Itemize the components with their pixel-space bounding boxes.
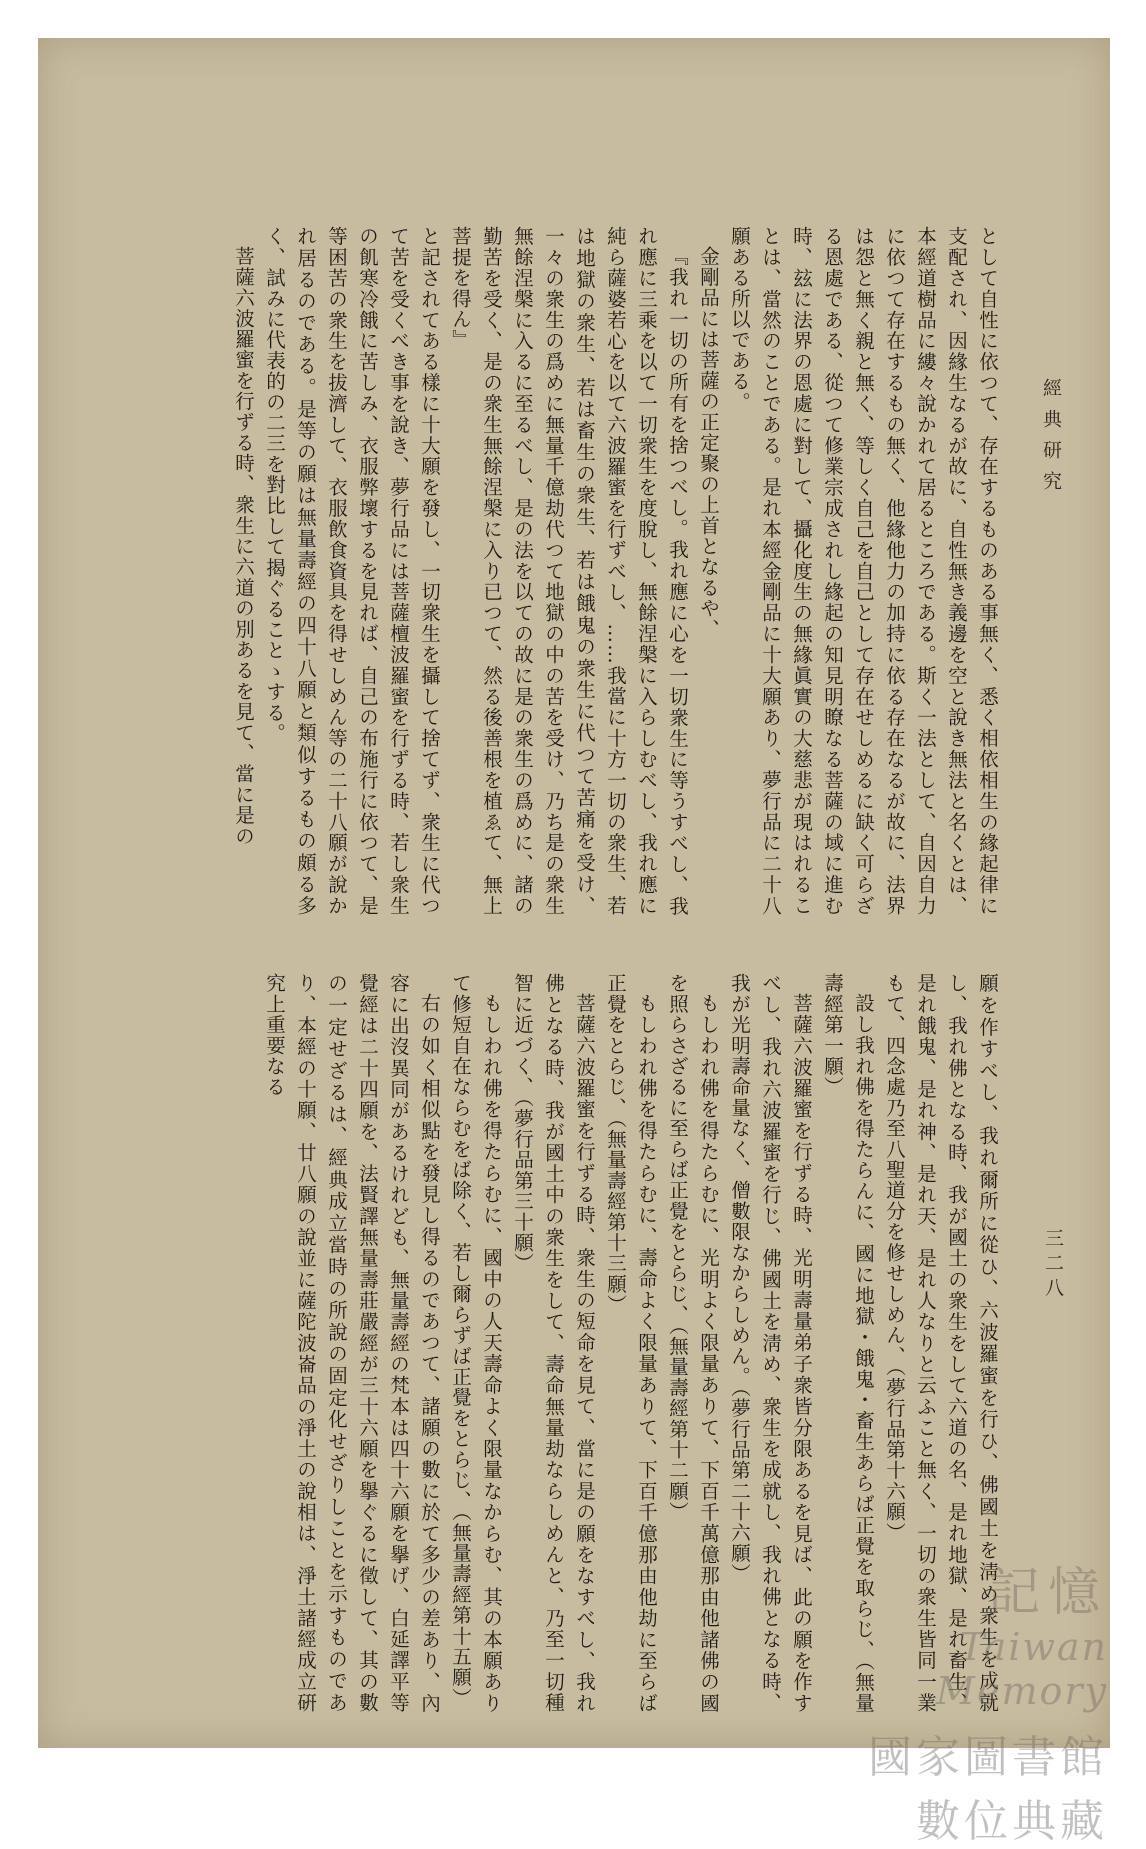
paragraph: 菩薩六波羅蜜を行ずる時、衆生の短命を見て、當に是の願をなすべし、我れ佛となる時、我が國土中の衆生をして、壽命無量劫ならしめんと、乃至一切種智に近づく、（夢行品第三十願） bbox=[511, 973, 596, 1713]
paragraph: 菩薩六波羅蜜を行ずる時、衆生に六道の別あるを見て、當に是の bbox=[232, 245, 255, 846]
quotation: 『我れ一切の所有を捨つべし。我れ應に心を一切衆生に等うすべし、我れ應に三乘を以て一切衆生を度脫し、無餘涅槃に入らしむべし、我れ應に純ら薩婆若心を以て六波羅蜜を行ずべし、……我當に十方一切の衆生、若は地獄の衆生、若は畜生の衆生、若は餓鬼の衆生に代つて苦痛を受け、一々の衆生の爲めに無量千億劫代つて地獄の中の苦を受け、乃ち是の衆生無餘涅槃に入るに至るべし、是の法を以ての故に是の衆生の爲めに、諸の勤苦を受く、是の衆生無餘涅槃に入り已つて、然る後善根を植ゑて、無上菩提を得ん』 bbox=[449, 226, 689, 916]
paragraph: もしわれ佛を得たらむに、光明よく限量ありて、下百千萬億那由他諸佛の國を照らさざるに至らば正覺をとらじ、（無量壽經第十二願） bbox=[666, 973, 720, 1713]
page-number: 三二八 bbox=[1042, 1228, 1064, 1303]
paragraph: もしわれ佛を得たらむに、國中の人天壽命よく限量なからむ、其の本願ありて修短自在ならむをば除く、若し爾らずば正覺をとらじ、（無量壽經第十五願） bbox=[449, 973, 503, 1713]
scanned-page bbox=[38, 38, 1110, 1847]
paragraph: と記されてある樣に十大願を發し、一切衆生を攝して捨てず、衆生に代つて苦を受くべき事を說き、夢行品には菩薩檀波羅蜜を行ずる時、若し衆生の飢寒冷餓に苦しみ、衣服弊壞するを見れば、自己の布施行に依つて、是等困苦の衆生を拔濟して、衣服飲食資具を得せしめん等の二十八願が說かれ居るのである。是等の願は無量壽經の四十八願と類似するもの頗る多く、試みに代表的の二三を對比して揭ぐることゝする。 bbox=[263, 226, 441, 916]
paragraph: もしわれ佛を得たらむに、壽命よく限量ありて、下百千億那由他劫に至らば正覺をとらじ、（無量壽經第十三願） bbox=[604, 973, 658, 1713]
paragraph: として自性に依つて、存在するものある事無く、悉く相依相生の緣起律に支配され、因緣生なるが故に、自性無き義邊を空と說き無法と名くとは、本經道樹品に縷々說かれて居るところである。斯く一法として、自因自力に依つて存在するもの無く、他緣他力の加持に依る存在なるが故に、法界は怨と無く親と無く、等しく自己を自己として存在せしめるに缺く可らざる恩處である、從つて修業宗成されし緣起の知見明瞭なる菩薩の域に進む時、玆に法界の恩處に對して、攝化度生の無緣眞實の大慈悲が現はれることは、當然のことである。是れ本經金剛品に十大願あり、夢行品に二十八願ある所以である。 bbox=[728, 226, 999, 916]
paragraph: 金剛品には菩薩の正定聚の上首となるや、 bbox=[697, 245, 720, 639]
paragraph: 設し我れ佛を得たらんに、國に地獄・餓鬼・畜生あらば正覺を取らじ、（無量壽經第一願） bbox=[821, 973, 875, 1713]
watermark-mark: 記憶 bbox=[987, 1563, 1108, 1623]
upper-text-block bbox=[108, 226, 1003, 916]
library-watermark bbox=[858, 1550, 1108, 1849]
paragraph: 願を作すべし、我れ爾所に從ひ、六波羅蜜を行ひ、佛國土を淸め衆生を成就し、我れ佛となる時、我が國土の衆生をして六道の名、是れ地獄、是れ畜生、是れ餓鬼、是れ神、是れ天、是れ人なりと云ふこと無く、一切の衆生皆同一業もて、四念處乃至八聖道分を修せしめん、（夢行品第十六願） bbox=[883, 973, 999, 1713]
running-head-title: 經典研究 bbox=[1040, 378, 1062, 502]
watermark-english: Taiwan Memory bbox=[936, 1625, 1108, 1713]
paragraph: 右の如く相似點を發見し得るのであつて、諸願の數に於て多少の差あり、內容に出沒異同があるけれども、無量壽經の梵本は四十六願を擧げ、白延譯平等覺經は二十四願を、法賢譯無量壽莊嚴經が三十六願を擧ぐるに徵して、其の數の一定せざるは、經典成立當時の所說の固定化せざりしことを示すものであり、本經の十願、廿八願の說並に薩陀波崙品の淨土の說相は、淨土諸經成立硏究上重要なる bbox=[263, 973, 441, 1713]
watermark-library: 國家圖書館數位典藏 bbox=[868, 1732, 1108, 1847]
paragraph: 菩薩六波羅蜜を行ずる時、光明壽量弟子衆皆分限あるを見ば、此の願を作すべし、我れ六波羅蜜を行じ、佛國土を淸め、衆生を成就し、我れ佛となる時、我が光明壽命量なく、僧數限なからしめん。（夢行品第二十六願） bbox=[728, 973, 813, 1713]
